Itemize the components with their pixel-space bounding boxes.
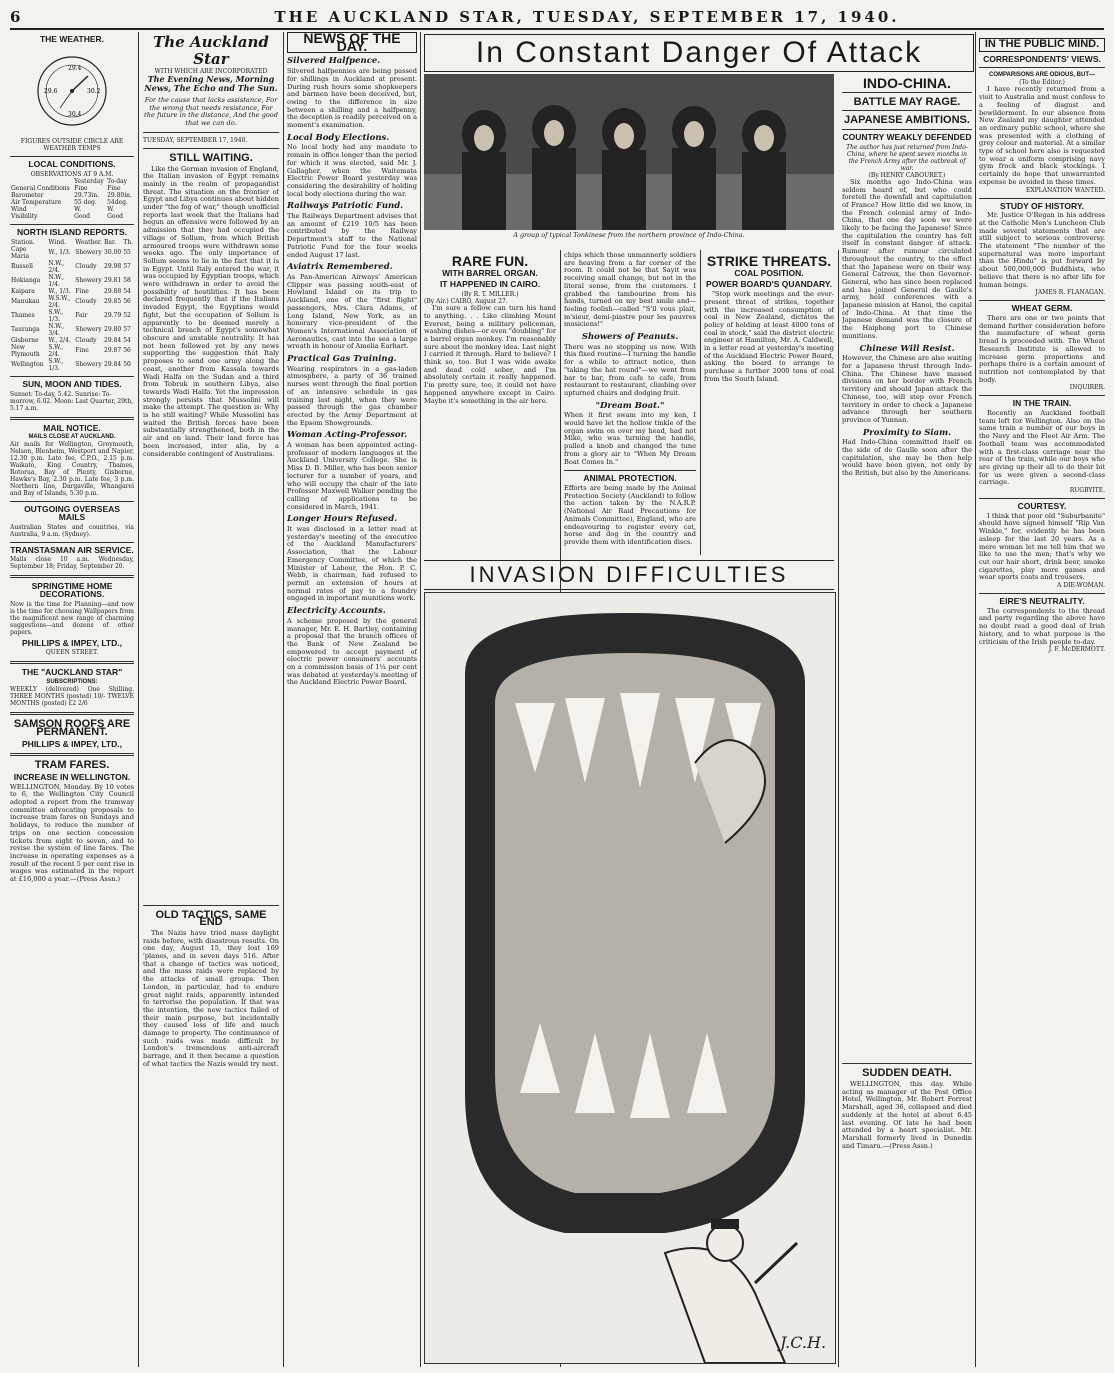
animal-protection-text: Efforts are being made by the Animal Protection Society (Auckland) to follow the action taken by the N.A.R.P. (National Air Raid Precautions for Animals Committee), England, who are endeavouring to register every cat, horse and dog in the country and provide them with identification discs. [564,483,696,546]
tram-fares-heading: TRAM FARES. [34,759,110,772]
table-row: Russell N.W., 2/4. Cloudy 29.98 57 [11,259,131,274]
sudden-death-text: WELLINGTON, this day. While acting as manager of the Post Office Hotel, Wellington, Mr. Robert Forrest Marshall, aged 36, collapsed and died suddenly at the hotel at about 6.45 last evening. Of late he had been attended by a heart specialist. Mr. Marshall formerly lived in Dunedin and Timaru.—(Press Assn.) [842,1080,972,1150]
rare-fun-text: I'm sure a fellow can turn his hand to anything. . . Like climbing Mount Everest, being a military policeman, washing dishes—or even "doubling" for a barrel organ monkey. I'm reasonably sure about the monkey idea. Last night I carried it through. Hard to believe? I think so, too. But I was wide awake and dead cold sober, and I'm absolutely certain it really happened. I'm pretty sure, too, it could not have happened anywhere except in Cairo. Maybe it's something in the air here. [424,304,556,405]
dial-caption: FIGURES OUTSIDE CIRCLE ARE WEATHER TEMPS [20,138,124,153]
table-row: General Conditions Fine Fine [11,185,121,193]
letter-signature: RUGBYITE. [1069,487,1105,495]
showers-text: There was no stopping us now. With this fixed routine—I turning the handle for a while to attract notice, then "taking the hat round"—we went from bar to bar, from cafe to cafe, from restaurant to restaurant, climbing over upturned chairs and dodging fruit. [564,342,696,397]
page-number: 6 [10,8,21,26]
samson-roofs-ad: SAMSON ROOFS ARE PERMANENT. [13,718,131,738]
dial-number: 29.6 [44,87,58,95]
chinese-resist-text: However, the Chinese are also waiting for a Japanese thrust through Indo-China. The Chinese have massed divisions on her border with French territory and should Japan attack the Chinese, too, will step over French territory in order to check a Japanese advance through her southern province of Yunnan. [842,354,972,424]
old-tactics-heading: OLD TACTICS, SAME END [155,908,267,929]
news-item: Silvered Halfpence. Silvered halfpennies are being passed for shillings in Auckland at present. During rush hours some shopkeepers and barmen have been deceived, but, owing to the difference in size between a shilling and a halfpenny, the deception is readily perceived on a moment's examination. [287,56,417,130]
mail-text: Air mails for Wellington, Greymouth, Nelson, Blenheim, Westport and Napier, 12.30 p.m. Late fee, C.P.O., 2.15 p.m. Waikato, King Country, Thames, Rotorua, Bay of Plenty, Gisborne, Hawke's Bay, 2.30 p.m. Late fee, 3 p.m. Northern line, Dargaville, Whangarei and Bay of Islands, 5.30 p.m. [10,441,134,498]
column-weather-mails [10,32,134,1367]
subscriptions-heading: THE "AUCKLAND STAR" [21,667,123,678]
north-island-heading: NORTH ISLAND REPORTS. [16,227,128,238]
letter-signature: JAMES R. FLANAGAN. [1035,289,1105,297]
editorial-heading: STILL WAITING. [169,151,253,164]
outgoing-mails-heading: OUTGOING OVERSEAS MAILS [24,504,120,522]
in-the-train-heading: IN THE TRAIN. [1012,398,1072,409]
public-mind-heading: IN THE PUBLIC MIND. [979,38,1105,52]
author-note: The author has just returned from Indo-China, where he spent seven months in the French Army after the outbreak of war. [846,143,968,172]
news-of-the-day-heading: NEWS OF THE DAY. [287,32,417,53]
dial-number: 30.4 [68,110,82,118]
news-item: Practical Gas Training. Wearing respirators in a gas-laden atmosphere, a party of 36 trained nurses went through the final portion of an intensive schedule in gas training last night, when they were passed through the gas chamber erected by the Army Department at the Epsom Showgrounds. [287,354,417,427]
to-editor-note: (To the Editor.) [1019,79,1065,87]
cartoon-title: INVASION DIFFICULTIES [469,562,789,587]
column-public-mind [979,32,1105,1367]
letter-signature: J. F. McDERMOTT. [1048,646,1105,654]
invasion-difficulties-cartoon [424,592,836,1364]
transtasman-heading: TRANSTASMAN AIR SERVICE. [10,544,134,555]
column-editorial [143,32,279,1367]
correspondents-heading: CORRESPONDENTS' VIEWS. [983,53,1101,64]
courtesy-letter: I think that poor old "Suburbanite" should have signed himself "Rip Van Winkle," for, evidently he has been asleep for the last 20 years. As a mere woman let me tell him that we like to use the men; that's why we cut our hair short, drink beer, smoke cigarettes, play more games and wear sports coats and trousers. [979,511,1105,582]
news-item: Aviatrix Remembered. As Pan-American Airways' American Clipper was passing south-east of Howland Island on its trip to Auckland, one of the "first flight" passengers, Mrs. Clara Adams, of Long Island, New York, as an honorary vice-president of the Women's International Association of Aeronautics, cast into the sea a large wreath in honour of Amelia Earhart. [287,262,417,351]
nameplate-incorporating: WITH WHICH ARE INCORPORATED [154,68,268,75]
nameplate-motto: For the cause that lacks assistance, For the wrong that needs resistance, For the future in the distance, And the good that we can do. [144,96,278,128]
dial-number: 30.2 [87,87,101,95]
rare-fun-subheading: WITH BARREL ORGAN. [442,267,538,278]
tram-fares-text: WELLINGTON, Monday. By 10 votes to 6, the Wellington City Council adopted a report from the tramway committee advocating proposals to increase tram fares on Sundays and holidays, to reduce the number of trips on one section concession tickets from eight to seven, and to revise the system of line fares. The increase in operating expenses as a result of the recent 5 per cent rise in wages was estimated in the report at £16,000 a year.—(Press Assn.) [10,782,134,884]
japanese-ambitions-heading: JAPANESE AMBITIONS. [844,114,970,127]
column-rule [975,32,976,1367]
observations-heading: OBSERVATIONS AT 9 A.M. [30,171,114,179]
column-rare-fun-continued [564,252,696,562]
transtasman-text: Mails close 10 a.m. Wednesday, September 18; Friday, September 20. [10,556,134,571]
phillips-impey-address: QUEEN STREET. [45,649,99,657]
column-rule [700,250,701,555]
table-row: Air Temperature 55 deg. 54deg. [11,199,128,207]
proximity-siam-text: Had Indo-China committed itself on the side of de Gaulle soon after the capitulation, she may be then help would have been given, not only by the British, but also by the Americans. [842,439,972,478]
old-tactics-text: The Nazis have tried mass daylight raids before, with disastrous results. On one day, August 15, they lost 169 'planes, and in seven days 516. After that a change of tactics was noticed, and the mass raids were replaced by the attacks of small groups. Then London, in particular, had to endure great night raids, apparently intended to terrorise the population. If that was the intention, the new tactics failed of their main purpose, but incidentally they caused loss of life and much damage to property. The continuance of such raids was made difficult by London's tremendous anti-aircraft barrage, and it then became a question of what tactics the Nazis would try next. [143,928,279,1068]
table-header: Yesterday [74,178,104,186]
springtime-ad-text: Now is the time for Planning—and now is the time for choosing Wallpapers from the magnificent new range of charming suggestions—and dozens of other papers. [10,600,134,636]
indo-china-text: Six months ago Indo-China was seldom heard of, but who could foretell the downfall and capitulation of France? How little did we know, in the French colonial army of Indo-China, that one day soon we were likely to be facing the Japanese! Since the capitulation the country has felt itself in constant danger of attack. Rumour after rumour circulated throughout the country, to the effect that the Japanese were on their way. General Catroux, the then Governor-General, who has since been replaced and has joined General de Gaulle's army, held conferences with a Japanese mission at Hanoi, the capital of Indo-China. At that time the Japanese demand was the closure of the Haiphong port to Chinese munitions. [842,177,972,340]
springtime-ad-heading: SPRINGTIME HOME DECORATIONS. [31,581,113,600]
letter-signature: EXPLANATION WANTED. [1025,186,1105,194]
news-item: Local Body Elections. No local body had any mandate to remain in office longer than the period for which it was elected, said Mr. J. Gallagher, when the Waitemata Electric Power Board yesterday was considering the desirability of holding local body elections during the war. [287,132,417,198]
wheat-germ-letter: There are one or two points that demand further consideration before the manufacture of wheat germ bread is proceeded with. The Wheat Research Institute is allowed to increase germ proportions and perhaps there is a certain amount of nutrition not contemplated by that body. [979,313,1105,384]
table-row: Cape Maria W., 1/3. Showery 30.00 55 [11,245,131,260]
table-row: Kaipara W., 1/3. Fine 29.88 54 [11,287,131,295]
column-indo-china [842,74,972,1367]
dial-number: 29.4 [68,64,82,72]
phillips-impey-ad: PHILLIPS & IMPEY, LTD., [22,637,122,648]
letter-signature: A DIE-WOMAN. [1057,582,1105,590]
mail-notice-heading: MAIL NOTICE. [43,422,101,433]
news-item: Electricity Accounts. A scheme proposed by the general manager, Mr. E. H. Bartley, containing a proposal that the branch offices of the Bank of New Zealand be empowered to accept payment of electric power consumers' accounts on a commission basis of 1¼ per cent was debated at yesterday's meeting of the Auckland Electric Power Board. [287,606,417,687]
cartoon-signature: J.C.H. [780,1333,827,1352]
table-row: Visibility Good Good [11,213,123,221]
proximity-siam-subheading: Proximity to Siam. [862,427,952,438]
table-row: Manukau W.S.W., 2/4. Cloudy 29.85 56 [11,294,131,309]
wheat-germ-heading: WHEAT GERM. [1011,303,1073,314]
study-history-heading: STUDY OF HISTORY. [1000,200,1084,211]
sun-moon-heading: SUN, MOON AND TIDES. [22,378,122,389]
animal-protection-heading: ANIMAL PROTECTION. [583,473,677,484]
in-the-train-letter: Recently an Auckland football team left for Wellington. Also on the same train a number of our boys in the Navy and the Fleet Air Arm. The football team was accommodated with a first-class carriage near the rear of the train, while our boys who are giving up their all to do their bit for us were given a second-class carriage. [979,409,1105,487]
nameplate: The Auckland Star [153,33,269,68]
eire-neutrality-heading: EIRE'S NEUTRALITY. [999,596,1085,607]
eire-neutrality-letter: The correspondents to the thread and party regarding the above have no doubt read a good deal of Irish history, and to what purpose is the criticism of the Irish people to-day. [979,606,1105,646]
outgoing-mails-text: Australian States and countries, via Australia, 9 a.m. (Sydney). [10,523,134,538]
photo-caption: A group of typical Tonkinese from the northern province of Indo-China. [513,231,745,239]
table-row: Thames S.W., 1/3. Fair 29.79 52 [11,308,131,323]
column-news-of-the-day [287,32,417,1367]
tram-fares-subheading: INCREASE IN WELLINGTON. [13,771,131,782]
editorial-text: Like the German invasion of England, the Italian invasion of Egypt remains mainly in the realm of propagandist threat. The situation on the frontier of Egypt and Libya continues about hidden under "the fog of war," though unofficial reports last week that the Italians had begun an offensive were followed by an admission that they had occupied the village of Sollum, from which British armoured troops were withdrawn some weeks ago. The only importance of Sollum seems to lie in the fact that it is in Egypt. Until Italy entered the war, it was occupied by Egyptian troops, which were withdrawn in order to avoid the possibility of hostilities. It has been declared frequently that if the Italians invaded Egypt, the Egyptians would fight, but the occupation of Sollum is apparently to be deemed merely a technical breach of Egypt's somewhat obscure and unstable neutrality. It has not been followed yet by any news supporting the suggestion that Italy proposes to send one army along the coast, another from Kassala towards Wadi Halfa on the Sudan and a third from Tobruk in southern Libya, also towards Wadi Halfa. Yet the impression strongly persists that Mussolini will make the attempt. The question is: Why is he still waiting? While Mussolini has waited the British forces have been substantially strengthened, both in the air and on land. Their land force has been increased, inter alia, by a considerable contingent of Australians. [143,165,279,458]
news-item: Woman Acting-Professor. A woman has been appointed acting-professor of modern languages at the Auckland University College. She is Miss D. B. Miller, who has been senior lecturer for a number of years, and who will occupy the chair of the late Professor Maxwell Walker pending the calling of applications to be considered in March, 1941. [287,430,417,511]
rare-fun-byline: (By R. T. MILLER.) [461,291,519,299]
table-row: Tauranga N.W., 3/4. Showery 29.80 57 [11,322,131,337]
column-strike-threats [704,252,834,562]
chinese-resist-subheading: Chinese Will Resist. [859,343,955,354]
showers-subheading: Showers of Peanuts. [581,332,679,343]
column-rule [283,32,284,1367]
edition-date: TUESDAY, SEPTEMBER 17, 1940. [143,136,248,144]
nameplate-others: The Evening News, Morning News, The Echo and The Sun. [144,74,278,93]
coal-position-heading: COAL POSITION. [734,267,804,278]
observations-table [10,178,134,220]
masthead-title: THE AUCKLAND STAR, TUESDAY, SEPTEMBER 17, 1940. [274,8,900,26]
strike-threats-heading: STRIKE THREATS. [706,253,832,269]
table-row: Wind W. W. [11,206,115,214]
letter-signature: INQUIRER. [1069,384,1105,392]
subscriptions-subheading: SUBSCRIPTIONS: [46,679,98,686]
strike-threats-text: "Stop work meetings and the ever-present threat of strikes, together with the increased consumption of coal in New Zealand, dictates the policy of holding at least 4000 tons of coal in stock," said the district electric engineer at Hamilton, Mr. A. Caldwell, in a letter read at yesterday's meeting of the Auckland Electric Power Board, asking the board to arrange to purchase a further 2000 tons of coal from the South Island. [704,290,834,383]
phillips-impey-ad-2: PHILLIPS & IMPEY, LTD., [22,738,122,749]
indo-china-byline: (By HENRY CABOURET.) [868,171,946,179]
sun-moon-text: Sunset: To-day, 5.42. Sunrise: To-morrow, 6.02. Moon: Last Quarter, 29th, 5.17 a.m. [10,390,134,412]
north-island-table: Station. Wind. Weather. Bar. Th. Cape Maria W., 1/3. Showery 30.00 55 Russell N.W., 2/4. Cloudy 29.98 57 Hokianga N.W., 1/4. Showery 29.81 58 Kaipara W., 1/3. Fine 29.88 54 Manukau W.S.W., 2/4. Cloudy 29.85 56 Thames S.W., 1/3. Fair 29.79 52 Tauranga N.W., 3/4. Showery 29.80 57 Gisborne W., 2/4. Cloudy 29.84 54 New Plymouth S.W., 2/4. Fine 29.87 56 Wellington S.W., 1/3. Showery 29.84 50 [11,238,133,372]
table-row: Gisborne W., 2/4. Cloudy 29.84 54 [11,336,131,344]
comparisons-letter: I have recently returned from a visit to Australia and must confess to a feeling of disgust and bewilderment. In our absence from New Zealand my daughter attended an ordinary public school, where she was presented with a clothing of grey colour and material. At a similar type of school here also is requested to wear a uniform comprising navy gym frock and black stockings. I certainly do hope that unwarranted expense be avoided in these times. [979,85,1105,186]
column-rule [838,250,839,1367]
rare-fun-continued-text: chips which those unmannerly soldiers are heaving from a far corner of the room. It could not be that Sayit was receiving small change, but not in the literal sense, from the customers. I grabbed the tambourine from his hands, turned on my best smile and—feeling foolish—called "S'il vous plait, m'sieur, demi-piastre pour les pauvres musiciens!" [564,252,696,329]
comparisons-heading: COMPARISONS ARE ODIOUS, BUT— [988,72,1095,79]
news-item: Railways Patriotic Fund. The Railways Department advises that an amount of £219 10/5 has been contributed by the Railway Department's staff to the National Patriotic Fund for the four weeks ended August 17 last. [287,201,417,259]
table-row: Wellington S.W., 1/3. Showery 29.84 50 [11,357,131,372]
local-conditions-heading: LOCAL CONDITIONS. [28,159,116,170]
feature-banner-title: In Constant Danger Of Attack [475,36,923,69]
sudden-death-heading: SUDDEN DEATH. [862,1067,952,1080]
barometer-dial-icon [10,46,134,136]
mails-close-heading: MAILS CLOSE AT AUCKLAND. [28,434,116,441]
news-item: Longer Hours Refused. It was disclosed in a letter read at yesterday's meeting of the executive of the Auckland Manufacturers' Association, that the Labour Emergency Committee, of which the Minister of Labour, the Hon. P. C. Webb, is chairman, had refused to permit an extension of hours at normal rates of pay to a foundry engaged in important munitions work. [287,514,417,603]
subscriptions-text: WEEKLY (delivered) One Shilling. THREE MONTHS (posted) 10/- TWELVE MONTHS (posted) £2 2/6 [10,686,134,708]
rare-fun-dateline: (By Air.) CAIRO, August 27. [424,298,508,306]
indo-china-heading: INDO-CHINA. [863,75,951,91]
column-rule [420,32,421,1367]
weakly-defended-heading: COUNTRY WEAKLY DEFENDED [842,132,972,143]
rare-fun-heading: RARE FUN. [451,253,529,269]
page-masthead [10,6,1104,30]
courtesy-heading: COURTESY. [1017,501,1067,512]
rare-fun-subheading-2: IT HAPPENED IN CAIRO. [439,279,541,290]
table-row: Barometer 29.73in. 29.80in. [11,192,132,200]
tonkinese-group-photo [424,74,834,230]
table-row: New Plymouth S.W., 2/4. Fine 29.87 56 [11,343,131,358]
weather-heading: THE WEATHER. [39,34,105,44]
table-header: To-day [107,178,128,186]
dream-boat-subheading: "Dream Boat." [595,400,665,411]
study-history-letter: Mr. Justice O'Regan in his address at the Catholic Men's Luncheon Club made several statements that are still subject to serious controversy. The statement "The number of the supernatural was more important than the Hindu" is put forward by about 500,000,000 Buddhists, who believe that there is no after life for human beings. [979,211,1105,289]
feature-banner [424,34,974,72]
dream-boat-text: When it first swam into my ken, I would have let the hollow tinkle of the organ swim on over my head, had not Mike, who was turning the handle, pulled a knob and changed the tune from a glory air to "When My Dream Boat Comes In." [564,411,696,466]
power-board-heading: POWER BOARD'S QUANDARY. [706,279,832,290]
battle-may-rage-heading: BATTLE MAY RAGE. [853,95,961,108]
table-row: Hokianga N.W., 1/4. Showery 29.81 58 [11,273,131,288]
cartoon-title-bar [424,560,834,590]
column-rare-fun [424,252,556,562]
column-rule [138,32,139,1367]
